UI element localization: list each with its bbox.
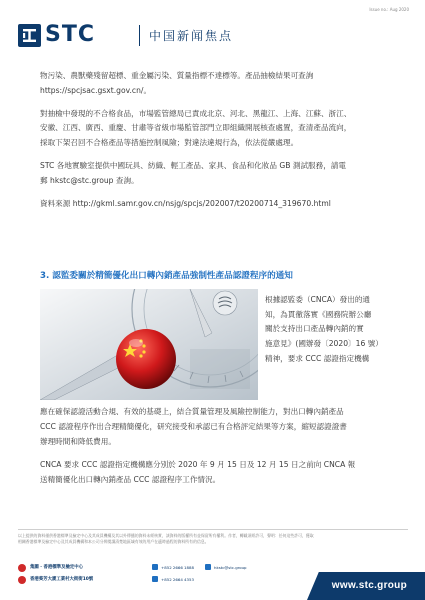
paragraph-source xyxy=(40,197,388,212)
text-line: 安徽、江西、廣西、重慶、甘肅等省級市場監管部門立即組織開展核查處置，查清產品流向， xyxy=(40,123,352,133)
text-line: 物污染、農獸藥殘留超標、重金屬污染、質量指標不達標等。產品抽檢結果可查詢 xyxy=(40,71,314,80)
email-icon xyxy=(205,564,211,570)
location-icon xyxy=(18,564,26,572)
text-line: 關於支持出口產品轉內銷的實 xyxy=(265,324,364,334)
text-line: 對抽檢中發現的不合格食品，市場監管總局已責成北京、河北、黑龍江、上海、江蘇、浙江、 xyxy=(40,108,352,118)
paragraph-stc-service xyxy=(40,159,388,189)
footer-phone[interactable]: +852 2666 1888 xyxy=(161,565,194,570)
article-intro xyxy=(40,69,388,219)
section-intro-text xyxy=(265,293,389,367)
source-link[interactable]: 資料來源 http://gkml.samr.gov.cn/nsjg/spcjs/202007/t20200714_319670.html xyxy=(40,198,331,208)
phone-icon xyxy=(152,564,158,570)
text-line: 應在確保認證活動合規、有效的基礎上，結合質量管理及風險控制能力，對出口轉內銷產品 xyxy=(40,407,344,416)
disclaimer xyxy=(18,529,408,545)
text-line: 施意見》(國辦發〔2020〕16 號） xyxy=(265,339,383,349)
paragraph-results xyxy=(40,69,388,99)
text-line: 精神，要求 CCC 認證指定機構 xyxy=(265,353,370,363)
footer-fax: +852 2664 4353 xyxy=(161,577,194,582)
disclaimer-line: 相關香港標準及檢定中心及其成員機構和本公司分辨閱讀清楚地區域有效的用戶在適時過程的資料所有的信息。 xyxy=(18,539,209,544)
logo-text: STC xyxy=(45,22,95,47)
disclaimer-line: 以上提供的資料僅供香港標準及檢定中心及其成員機構及其以外傳播的資料未經核實，該資料的版權所有並保留所有權利。作者，轉載須經許可，聲明：任何這些許可，獲取 xyxy=(18,533,314,538)
paragraph-handling xyxy=(40,107,388,151)
footer-email[interactable]: hkstc@stc.group xyxy=(214,565,247,570)
page-header xyxy=(18,20,408,52)
footer-address: 香港葵芳大廈工業村大街街10號 xyxy=(30,577,94,582)
location-icon xyxy=(18,576,26,584)
text-line: STC 各地實驗室提供中國玩具、紡織、輕工產品、家具、食品和化妝品 GB 測試服務，請電 xyxy=(40,160,347,170)
text-line: CCC 認證程序作出合理精簡優化，研究接受和承認已有合格評定結果等方案，縮短認證證書 xyxy=(40,421,347,431)
text-line: 根據認監委（CNCA）發出的通 xyxy=(265,295,371,304)
header-divider xyxy=(139,25,140,46)
result-link[interactable]: https://spcjsac.gsxt.gov.cn/。 xyxy=(40,85,152,95)
issue-number: Issue no.: Aug 2020 xyxy=(369,7,409,12)
section-title: 3. 認監委關於精簡優化出口轉內銷產品強制性產品認證程序的通知 xyxy=(40,271,293,281)
stc-logo-icon xyxy=(18,24,41,47)
section-body xyxy=(40,405,388,488)
page-footer xyxy=(0,558,425,600)
email-link[interactable]: 郵 hkstc@stc.group 查詢。 xyxy=(40,175,139,185)
text-line: 送精簡優化出口轉內銷產品 CCC 認證程序工作情況。 xyxy=(40,474,221,484)
text-line: 採取下架召回不合格產品等措施控制風險；對違法違規行為，依法從嚴處理。 xyxy=(40,138,299,148)
text-line: 辦理時間和降低費用。 xyxy=(40,436,116,446)
text-line: CNCA 要求 CCC 認證指定機構應分別於 2020 年 9 月 15 日及 12 月 15 日之前向 CNCA 報 xyxy=(40,459,356,469)
footer-org: 集團 · 香港標準及檢定中心 xyxy=(30,565,84,570)
text-line: 知，為貫徹落實《國務院辦公廳 xyxy=(265,309,372,319)
footer-website[interactable]: www.stc.group xyxy=(331,580,407,591)
fax-icon xyxy=(152,576,158,582)
paragraph-gap xyxy=(40,450,388,458)
page-title: 中国新闻焦点 xyxy=(149,29,234,43)
compass-flag-image xyxy=(40,289,258,400)
